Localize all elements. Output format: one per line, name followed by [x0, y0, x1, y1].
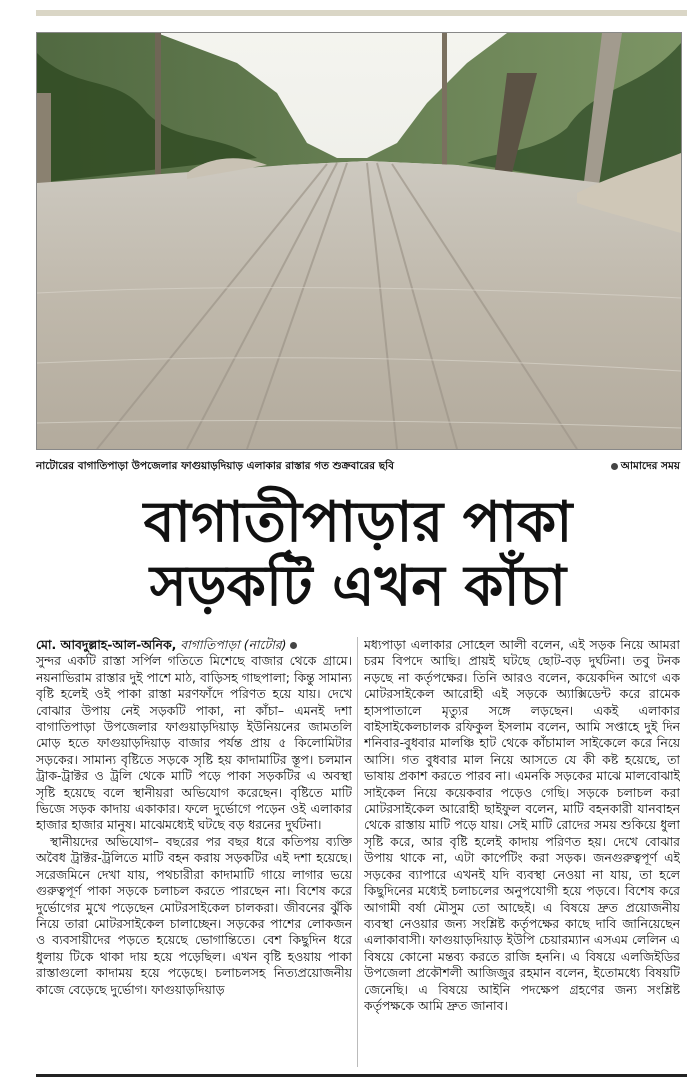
headline-line-1: বাগাতীপাড়ার পাকা	[143, 489, 573, 555]
article-paragraph-3: মধ্যপাড়া এলাকার সোহেল আলী বলেন, এই সড়ক নিয়ে আমরা চরম বিপদে আছি। প্রায়ই ঘটছে ছোট-বড় দুর্ঘটনা। তবু টনক নড়ছে না কর্তৃপক্ষের। তিনি আরও বলেন, কয়েকদিন আগে এক মোটরসাইকেল আরোহী এই সড়কে অ্যাক্সিডেন্ট করে রামেক হাসপাতালে মৃত্যুর সঙ্গে লড়ছেন। একই এলাকার বাইসাইকেলচালক রফিকুল ইসলাম বলেন, আমি সপ্তাহে দুই দিন শনিবার-বুধবার মালঞ্চি হাট থেকে কাঁচামাল সাইকেলে করে নিয়ে আসি। গত বুধবার মাল নিয়ে আসতে যে কী কষ্ট হয়েছে, তা ভাষায় প্রকাশ করতে পারব না। এমনকি সড়কের মাঝে মালবোঝাই সাইকেল নিয়ে কয়েকবার পড়েও গেছি। সড়কে চলাচল করা মোটরসাইকেল আরোহী ছাইফুল বলেন, মাটি বহনকারী যানবাহন থেকে রাস্তায় মাটি পড়ে যায়। সেই মাটি রোদের সময় শুকিয়ে ধুলা সৃষ্টি করে, আর বৃষ্টি হলেই কাদায় পরিণত হয়। দেখে বোঝার উপায় থাকে না, এটা কার্পেটিং করা সড়ক। জনগুরুত্বপূর্ণ এই সড়কের ব্যাপারে এখনই যদি ব্যবস্থা নেওয়া না যায়, তা হলে কিছুদিনের মধ্যেই চলাচলের অনুপযোগী হয়ে পড়বে। বিশেষ করে আগামী বর্ষা মৌসুম তো আছেই। এ বিষয়ে দ্রুত প্রয়োজনীয় ব্যবস্থা নেওয়ার জন্য সংশ্লিষ্ট কর্তৃপক্ষের কাছে দাবি জানিয়েছেন এলাকাবাসী। ফাগুয়াড়দিয়াড় ইউপি চেয়ারম্যান এসএম লেলিন এ বিষয়ে কোনো মন্তব্য করতে রাজি হননি। এ বিষয়ে এলজিইডির উপজেলা প্রকৌশলী আজিজুর রহমান বলেন, ইতোমধ্যে বিষয়টি জেনেছি। এ বিষয়ে আইনি পদক্ষেপ গ্রহণের জন্য সংশ্লিষ্ট কর্তৃপক্ষকে আমি দ্রুত জানাব।	[364, 637, 680, 1013]
article-body	[36, 637, 680, 1067]
byline-author: মো. আবদুল্লাহ-আল-অনিক,	[36, 637, 177, 652]
column-divider	[357, 637, 358, 1067]
article-column-right	[364, 637, 680, 1067]
byline	[36, 637, 352, 653]
bullet-icon	[290, 642, 297, 649]
headline	[36, 490, 680, 618]
top-rule	[36, 10, 687, 16]
article-column-left	[36, 637, 352, 1067]
article-paragraph-1: সুন্দর একটি রাস্তা সর্পিল গতিতে মিশেছে বাজার থেকে গ্রামে। নয়নাভিরাম রাস্তার দুই পাশে মাঠ, বাড়িসহ গাছপালা; কিন্তু সামান্য বৃষ্টি হলেই ওই পাকা রাস্তা মরণফাঁদে পরিণত হয়ে যায়। দেখে বোঝার উপায় নেই সড়কটি পাকা, না কাঁচা– এমনই দশা বাগাতিপাড়া উপজেলার ফাগুয়াড়দিয়াড় ইউনিয়নের জামতলি মোড় হতে ফাগুয়াড়দিয়াড় বাজার পর্যন্ত প্রায় ৫ কিলোমিটার সড়কের। সামান্য বৃষ্টিতে সড়কে সৃষ্টি হয় কাদামাটির স্তূপ। চলমান ট্রাক-ট্রাক্টর ও ট্রলি থেকে মাটি পড়ে পাকা সড়কটির এ অবস্থা সৃষ্টি হয়েছে বলে স্থানীয়রা অভিযোগ করেছেন। বৃষ্টিতে মাটি ভিজে সড়ক কাদায় একাকার। ফলে দুর্ভোগে পড়েন ওই এলাকার হাজার হাজার মানুষ। মাঝেমধ্যেই ঘটছে বড় ধরনের দুর্ঘটনা।	[36, 653, 352, 833]
photo-caption-row	[36, 459, 680, 475]
byline-location: বাগাতিপাড়া (নাটোর)	[180, 637, 287, 652]
headline-line-2: সড়কটি এখন কাঁচা	[149, 553, 567, 619]
article-paragraph-2: স্থানীয়দের অভিযোগ– বছরের পর বছর ধরে কতিপয় ব্যক্তি অবৈধ ট্রাক্টর-ট্রলিতে মাটি বহন করায় সড়কটির এই দশা হয়েছে। সরেজমিনে দেখা যায়, পথচারীরা কাদামাটি গায়ে লাগার ভয়ে গুরুত্বপূর্ণ পাকা সড়কে চলাচল করতে পারছেন না। বিশেষ করে দুর্ভোগের মুখে পড়েছেন মোটরসাইকেল চালকরা। জীবনের ঝুঁকি নিয়ে তারা মোটরসাইকেল চালাচ্ছেন। সড়কের পাশের লোকজন ও ব্যবসায়ীদের পড়তে হয়েছে ভোগান্তিতে। বেশ কিছুদিন ধরে ধুলায় টিকে থাকা দায় হয়ে পড়েছিল। এখন বৃষ্টি হওয়ায় পাকা রাস্তাগুলো কাদাময় হয়ে পড়েছে। চলাচলসহ নিত্যপ্রয়োজনীয় কাজে বেড়েছে দুর্ভোগ। ফাগুয়াড়দিয়াড়	[36, 833, 352, 997]
photo-credit	[611, 459, 680, 476]
bullet-icon	[611, 463, 618, 470]
bottom-rule	[36, 1074, 687, 1077]
dirt-road-photo-illustration	[37, 33, 681, 449]
news-photo	[36, 32, 682, 450]
photo-caption: নাটোরের বাগাতিপাড়া উপজেলার ফাগুয়াড়দিয়াড় এলাকার রাস্তার গত শুক্রবারের ছবি	[36, 460, 394, 472]
photo-credit-text: আমাদের সময়	[620, 460, 680, 472]
